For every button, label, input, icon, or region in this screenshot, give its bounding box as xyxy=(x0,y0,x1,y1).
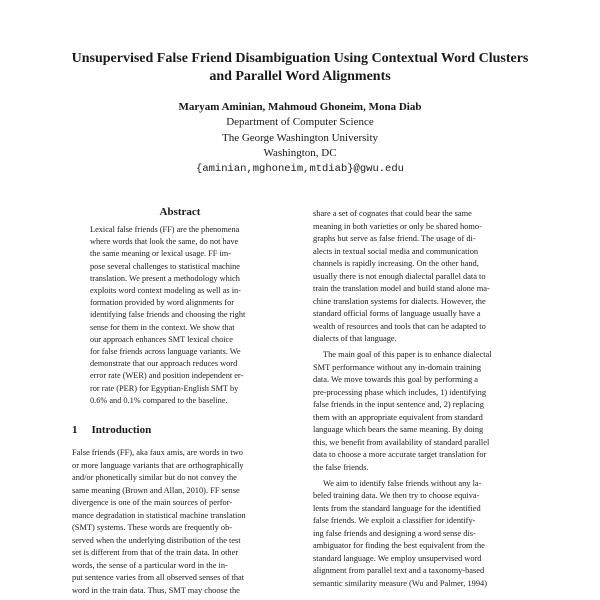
section-heading-introduction xyxy=(72,423,151,437)
body-line: data to choose a more accurate target translation for xyxy=(313,450,487,459)
abstract-line: exploits word context modeling as well as in- xyxy=(90,286,241,296)
paper-title xyxy=(40,50,560,86)
affiliation-block xyxy=(40,115,560,177)
abstract-text xyxy=(90,224,280,407)
abstract-line: identifying false friends and choosing the right xyxy=(90,310,246,320)
intro-line: put sentence varies from all observed senses of that xyxy=(72,573,245,582)
abstract-line: Lexical false friends (FF) are the phenomena xyxy=(90,225,240,234)
introduction-text xyxy=(72,447,286,597)
body-line: usually there is not enough dialectal parallel data to xyxy=(313,271,486,281)
abstract-line: sense for them in the context. We show that xyxy=(90,322,235,332)
body-line: SMT performance without any in-domain training xyxy=(313,362,482,372)
abstract-line: translation. We present a methodology which xyxy=(90,273,240,283)
intro-line: False friends (FF), aka faux amis, are words in two xyxy=(72,448,243,457)
body-line: chine translation systems for dialects. However, the xyxy=(313,296,486,306)
intro-line: words, the sense of a particular word in the in- xyxy=(72,560,228,570)
abstract-line: ror rate (PER) for Egyptian-English SMT by xyxy=(90,383,239,393)
body-line: ambiguator for finding the best equivalent from the xyxy=(313,541,485,550)
right-column-text xyxy=(313,208,531,590)
abstract-line: our approach enhances SMT lexical choice xyxy=(90,334,233,344)
body-line: alects in textual social media and communication xyxy=(313,246,479,256)
body-line: lents from the standard language for the identified xyxy=(313,503,481,513)
body-line: alignment from parallel text and a taxonomy-based xyxy=(313,566,485,575)
body-line: this, we benefit from availability of standard parallel xyxy=(313,437,490,447)
abstract-line: error rate (WER) and position independent er- xyxy=(90,371,244,381)
body-line: them with an appropriate equivalent from standard xyxy=(313,412,483,422)
abstract-line: 0.6% and 0.1% compared to the baseline. xyxy=(90,395,228,405)
body-line: ing false friends and designing a word sense dis- xyxy=(313,528,476,538)
body-line: channels is rapidly increasing. On the other hand, xyxy=(313,259,479,268)
abstract-heading: Abstract xyxy=(159,206,201,218)
section-number: 1 xyxy=(72,424,78,436)
paper-title-line-1: Unsupervised False Friend Disambiguation Using Contextual Word Clusters xyxy=(71,51,529,66)
body-line: graphs but serve as false friend. The usage of di- xyxy=(313,234,476,243)
intro-line: mance degradation in statistical machine translation xyxy=(72,510,246,520)
department: Department of Computer Science xyxy=(226,116,374,128)
intro-line: word in the train data. Thus, SMT may choose the xyxy=(72,585,240,595)
body-line: standard official forms of language usually have a xyxy=(313,309,481,318)
body-line: dialects of that language. xyxy=(313,334,397,343)
intro-line: set is different from that of the train data. In other xyxy=(72,548,239,557)
body-line: We aim to identify false friends without any la- xyxy=(323,478,482,488)
body-line: The main goal of this paper is to enhance dialectal xyxy=(323,350,492,359)
body-line: meaning in both varieties or only be shared homo- xyxy=(313,221,482,231)
body-line: semantic similarity measure (Wu and Palmer, 1994) xyxy=(313,578,487,588)
intro-line: divergence is one of the main sources of perfor- xyxy=(72,498,233,507)
abstract-line: demonstrate that our approach reduces word xyxy=(90,359,238,369)
intro-line: or more language variants that are orthographically xyxy=(72,460,244,470)
body-line: wealth of resources and tools that can be adapted to xyxy=(313,321,486,331)
body-line: standard language. We employ unsupervised word xyxy=(313,553,482,563)
body-line: language which bears the same meaning. By doing xyxy=(313,425,484,434)
author-list: Maryam Aminian, Mahmoud Ghoneim, Mona Diab xyxy=(178,101,422,113)
body-line: train the translation model and build stand alone ma- xyxy=(313,284,490,293)
intro-line: same meaning (Brown and Allan, 2010). FF sense xyxy=(72,485,240,495)
body-line: beled training data. We then try to choose equiva- xyxy=(313,491,480,500)
intro-line: (SMT) systems. These words are frequently ob- xyxy=(72,523,233,532)
section-title: Introduction xyxy=(91,424,152,436)
abstract-line: formation provided by word alignments for xyxy=(90,298,235,308)
author-email: {aminian,mghoneim,mtdiab}@gwu.edu xyxy=(196,162,404,175)
abstract-line: for false friends across language variants. We xyxy=(90,347,241,357)
body-line: false friends. We exploit a classifier for identify- xyxy=(313,516,476,525)
city: Washington, DC xyxy=(263,147,337,159)
intro-line: served when the underlying distribution of the test xyxy=(72,535,241,545)
body-line: pre-processing phase which includes, 1) identifying xyxy=(313,387,487,397)
abstract-line: pose several challenges to statistical machine xyxy=(90,261,240,271)
body-line: the false friends. xyxy=(313,462,369,472)
body-line: data. We move towards this goal by performing a xyxy=(313,375,478,384)
abstract-line: the same meaning or lexical usage. FF im- xyxy=(90,249,232,259)
abstract-line: where words that look the same, do not have xyxy=(90,237,239,247)
body-line: false friends in the input sentence and, 2) replacing xyxy=(313,400,484,409)
intro-line: and/or phonetically similar but do not convey the xyxy=(72,473,237,482)
body-line: share a set of cognates that could bear the same xyxy=(313,209,472,218)
university: The George Washington University xyxy=(221,131,379,144)
paper-title-line-2: and Parallel Word Alignments xyxy=(209,69,391,84)
